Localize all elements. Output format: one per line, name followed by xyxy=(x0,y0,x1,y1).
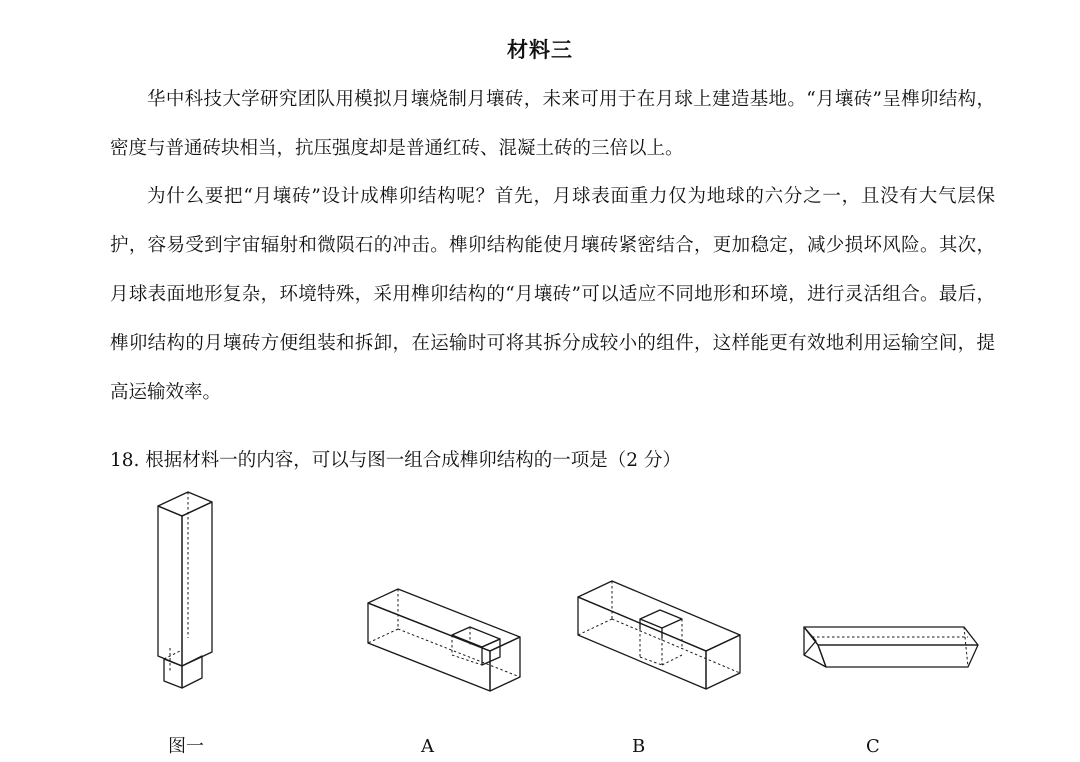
option-b-mortise-bar xyxy=(570,577,750,697)
paragraph-1: 华中科技大学研究团队用模拟月壤烧制月壤砖，未来可用于在月球上建造基地。“月壤砖”呈榫卯结构，密度与普通砖块相当，抗压强度却是普通红砖、混凝土砖的三倍以上。 xyxy=(110,89,995,159)
option-a-slotted-bar xyxy=(360,585,530,700)
figure-one-tenon-beam xyxy=(150,488,220,698)
option-c-beveled-bar xyxy=(798,615,988,675)
option-b-label: B xyxy=(632,736,646,757)
paragraph-2: 为什么要把“月壤砖”设计成榫卯结构呢？首先，月球表面重力仅为地球的六分之一，且没有大气层保护，容易受到宇宙辐射和微陨石的冲击。榫卯结构能使月壤砖紧密结合，更加稳定，减少损坏风险。其次，月球表面地形复杂，环境特殊，采用榫卯结构的“月壤砖”可以适应不同地形和环境，进行灵活组合。最后，榫卯结构的月壤砖方便组装和拆卸，在运输时可将其拆分成较小的组件，这样能更有效地利用运输空间，提高运输效率。 xyxy=(110,186,995,403)
material-title: 材料三 xyxy=(507,37,573,62)
option-c-label: C xyxy=(866,736,880,757)
figure-one-caption: 图一 xyxy=(168,736,204,757)
question-18: 18. 根据材料一的内容，可以与图一组合成榫卯结构的一项是（2 分） xyxy=(110,450,681,471)
option-a-label: A xyxy=(421,736,434,757)
